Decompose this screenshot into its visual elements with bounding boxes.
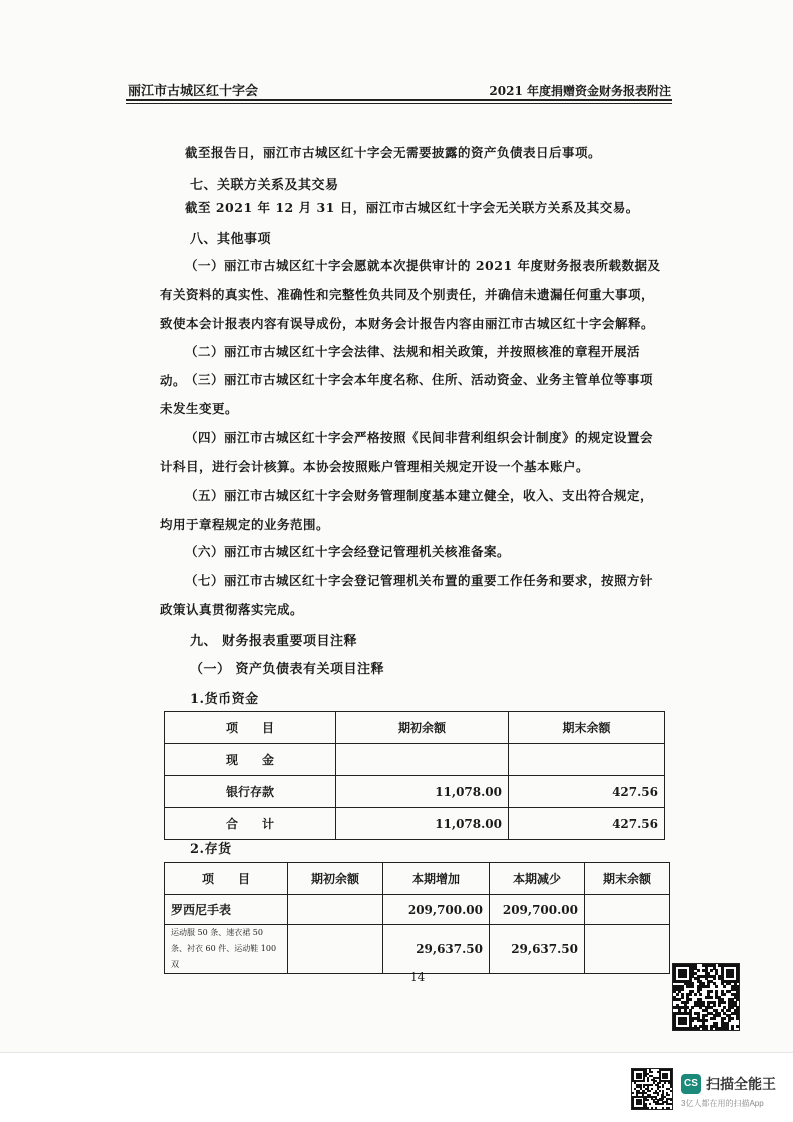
bank-row-label: 银行存款 xyxy=(165,776,336,808)
camscanner-logo-icon: CS xyxy=(681,1074,701,1094)
table-row xyxy=(165,895,670,925)
inv-row-label: 罗西尼手表 xyxy=(165,895,288,925)
qr-module xyxy=(649,1090,651,1092)
inv-header-increase: 本期增加 xyxy=(383,863,490,895)
qr-module xyxy=(694,993,697,996)
item-3: （三）丽江市古城区红十字会本年度名称、住所、活动资金、业务主管单位等事项未发生变更。 xyxy=(160,372,654,416)
section-heading-9: 九、 财务报表重要项目注释 xyxy=(190,634,358,649)
header-rule-thin xyxy=(126,103,672,104)
qr-module xyxy=(659,1082,661,1084)
qr-module xyxy=(689,993,692,996)
qr-module xyxy=(691,1019,694,1022)
item-4: （四）丽江市古城区红十字会严格按照《民间非营利组织会计制度》的规定设置会计科目，进行会计核算。本协会按照账户管理相关规定开设一个基本账户。 xyxy=(160,430,654,474)
inv-header-decrease: 本期减少 xyxy=(490,863,585,895)
qr-module xyxy=(659,1086,661,1088)
cash-row-label: 现 金 xyxy=(165,744,336,776)
inv-row-decrease: 209,700.00 xyxy=(490,895,585,925)
qr-module xyxy=(681,988,684,991)
camscanner-tagline: 3亿人都在用的扫描App xyxy=(681,1099,764,1108)
qr-module xyxy=(723,985,726,988)
qr-module xyxy=(662,1107,664,1109)
cash-row-closing xyxy=(509,744,665,776)
section-heading-8: 八、其他事项 xyxy=(190,232,272,247)
qr-module xyxy=(681,996,684,999)
total-row-closing: 427.56 xyxy=(509,808,665,840)
section-heading-7: 七、关联方关系及其交易 xyxy=(190,178,339,193)
qr-module xyxy=(736,1025,739,1028)
qr-module xyxy=(699,993,702,996)
qr-module xyxy=(684,1022,687,1025)
header-report-title: 2021 年度捐赠资金财务报表附注 xyxy=(489,84,671,98)
table-row xyxy=(165,925,670,974)
qr-module xyxy=(651,1071,653,1073)
qr-module xyxy=(684,975,687,978)
qr-module xyxy=(713,977,716,980)
qr-module xyxy=(710,1027,713,1030)
item-2: （二）丽江市古城区红十字会法律、法规和相关政策，并按照核准的章程开展活动。 xyxy=(160,344,641,388)
inv-row-increase: 29,637.50 xyxy=(383,925,490,974)
inventory-table xyxy=(164,862,670,974)
qr-module xyxy=(651,1107,653,1109)
inv-header-item: 项 目 xyxy=(165,863,288,895)
qr-module xyxy=(736,998,739,1001)
qr-module xyxy=(710,969,713,972)
qr-module xyxy=(647,1099,649,1101)
inv-row-increase: 209,700.00 xyxy=(383,895,490,925)
item-1: （一）丽江市古城区红十字会愿就本次提供审计的 2021 年度财务报表所载数据及有关资料的真实性、准确性和完整性负共同及个别责任，并确信未遗漏任何重大事项，致使本会计报表内容有误导成份，本财务会计报告内容由丽江市古城区红十字会解释。 xyxy=(160,258,661,331)
qr-module xyxy=(736,1017,739,1020)
cash-table xyxy=(164,711,665,840)
qr-module xyxy=(668,1107,670,1109)
inv-row-closing xyxy=(585,925,670,974)
qr-module xyxy=(632,1092,634,1094)
qr-module xyxy=(643,1080,645,1082)
bank-row-opening: 11,078.00 xyxy=(336,776,509,808)
qr-module xyxy=(686,1001,689,1004)
subsection-heading-balance-sheet: （一） 资产负债表有关项目注释 xyxy=(190,662,385,677)
table-title-inventory: 2.存货 xyxy=(190,842,232,857)
qr-module xyxy=(715,985,718,988)
qr-module xyxy=(649,1103,651,1105)
qr-code-icon xyxy=(631,1068,673,1110)
total-row-label: 合 计 xyxy=(165,808,336,840)
bank-row-closing: 427.56 xyxy=(509,776,665,808)
table-row xyxy=(165,776,665,808)
qr-module xyxy=(651,1084,653,1086)
qr-module xyxy=(651,1088,653,1090)
qr-module xyxy=(726,1027,729,1030)
item-5: （五）丽江市古城区红十字会财务管理制度基本建立健全，收入、支出符合规定，均用于章程规定的业务范围。 xyxy=(160,488,654,532)
inv-row-closing xyxy=(585,895,670,925)
paragraph-post-balance-events: 截至报告日，丽江市古城区红十字会无需要披露的资产负债表日后事项。 xyxy=(185,145,602,160)
inv-row-decrease: 29,637.50 xyxy=(490,925,585,974)
qr-module xyxy=(705,1019,708,1022)
qr-module xyxy=(705,1014,708,1017)
qr-module xyxy=(657,1094,659,1096)
cash-header-closing: 期末余额 xyxy=(509,712,665,744)
qr-module xyxy=(723,1001,726,1004)
qr-module xyxy=(710,996,713,999)
qr-module xyxy=(662,1098,664,1100)
qr-module xyxy=(647,1107,649,1109)
qr-module xyxy=(670,1099,672,1101)
qr-module xyxy=(707,985,710,988)
cash-header-item: 项 目 xyxy=(165,712,336,744)
qr-module xyxy=(723,993,726,996)
qr-module xyxy=(705,1027,708,1030)
qr-module xyxy=(710,990,713,993)
header-rule xyxy=(126,99,672,101)
qr-module xyxy=(697,1027,700,1030)
camscanner-app-name: 扫描全能王 xyxy=(706,1076,776,1092)
qr-module xyxy=(647,1080,649,1082)
qr-module xyxy=(731,1017,734,1020)
qr-module xyxy=(731,1027,734,1030)
item-6: （六）丽江市古城区红十字会经登记管理机关核准备案。 xyxy=(185,544,511,559)
table-title-cash: 1.货币资金 xyxy=(190,692,259,707)
qr-module xyxy=(664,1082,666,1084)
item-7: （七）丽江市古城区红十字会登记管理机关布置的重要工作任务和要求，按照方针政策认真贯彻落实完成。 xyxy=(160,573,654,617)
qr-module xyxy=(666,1077,668,1079)
qr-module xyxy=(659,1090,661,1092)
table-row xyxy=(165,744,665,776)
qr-module xyxy=(691,1006,694,1009)
qr-module xyxy=(689,998,692,1001)
qr-module xyxy=(640,1103,642,1105)
inv-header-opening: 期初余额 xyxy=(288,863,383,895)
header-organization: 丽江市古城区红十字会 xyxy=(128,84,259,99)
qr-code-icon xyxy=(672,963,740,1031)
qr-module xyxy=(668,1094,670,1096)
inv-header-closing: 期末余额 xyxy=(585,863,670,895)
qr-module xyxy=(670,1103,672,1105)
qr-module xyxy=(670,1086,672,1088)
scanner-footer-divider xyxy=(0,1052,793,1053)
qr-module xyxy=(697,969,700,972)
paragraph-related-parties: 截至 2021 年 12 月 31 日，丽江市古城区红十字会无关联方关系及其交易。 xyxy=(185,200,639,215)
qr-module xyxy=(736,980,739,983)
qr-module xyxy=(713,1004,716,1007)
qr-module xyxy=(662,1103,664,1105)
inv-row-label: 运动服 50 条、速衣裙 50 条、衬衣 60 件、运动鞋 100 双 xyxy=(165,925,288,974)
qr-module xyxy=(718,1004,721,1007)
inv-row-opening xyxy=(288,925,383,974)
qr-module xyxy=(731,975,734,978)
qr-module xyxy=(676,993,679,996)
qr-module xyxy=(728,1019,731,1022)
table-row xyxy=(165,808,665,840)
page-number: 14 xyxy=(410,970,426,984)
qr-module xyxy=(691,985,694,988)
inventory-table-header xyxy=(165,863,670,895)
qr-module xyxy=(723,1017,726,1020)
cash-header-opening: 期初余额 xyxy=(336,712,509,744)
inv-row-opening xyxy=(288,895,383,925)
qr-module xyxy=(662,1086,664,1088)
cash-row-opening xyxy=(336,744,509,776)
qr-module xyxy=(713,1017,716,1020)
qr-module xyxy=(699,988,702,991)
qr-module xyxy=(670,1090,672,1092)
qr-module xyxy=(655,1107,657,1109)
total-row-opening: 11,078.00 xyxy=(336,808,509,840)
qr-module xyxy=(640,1077,642,1079)
cash-table-header xyxy=(165,712,665,744)
